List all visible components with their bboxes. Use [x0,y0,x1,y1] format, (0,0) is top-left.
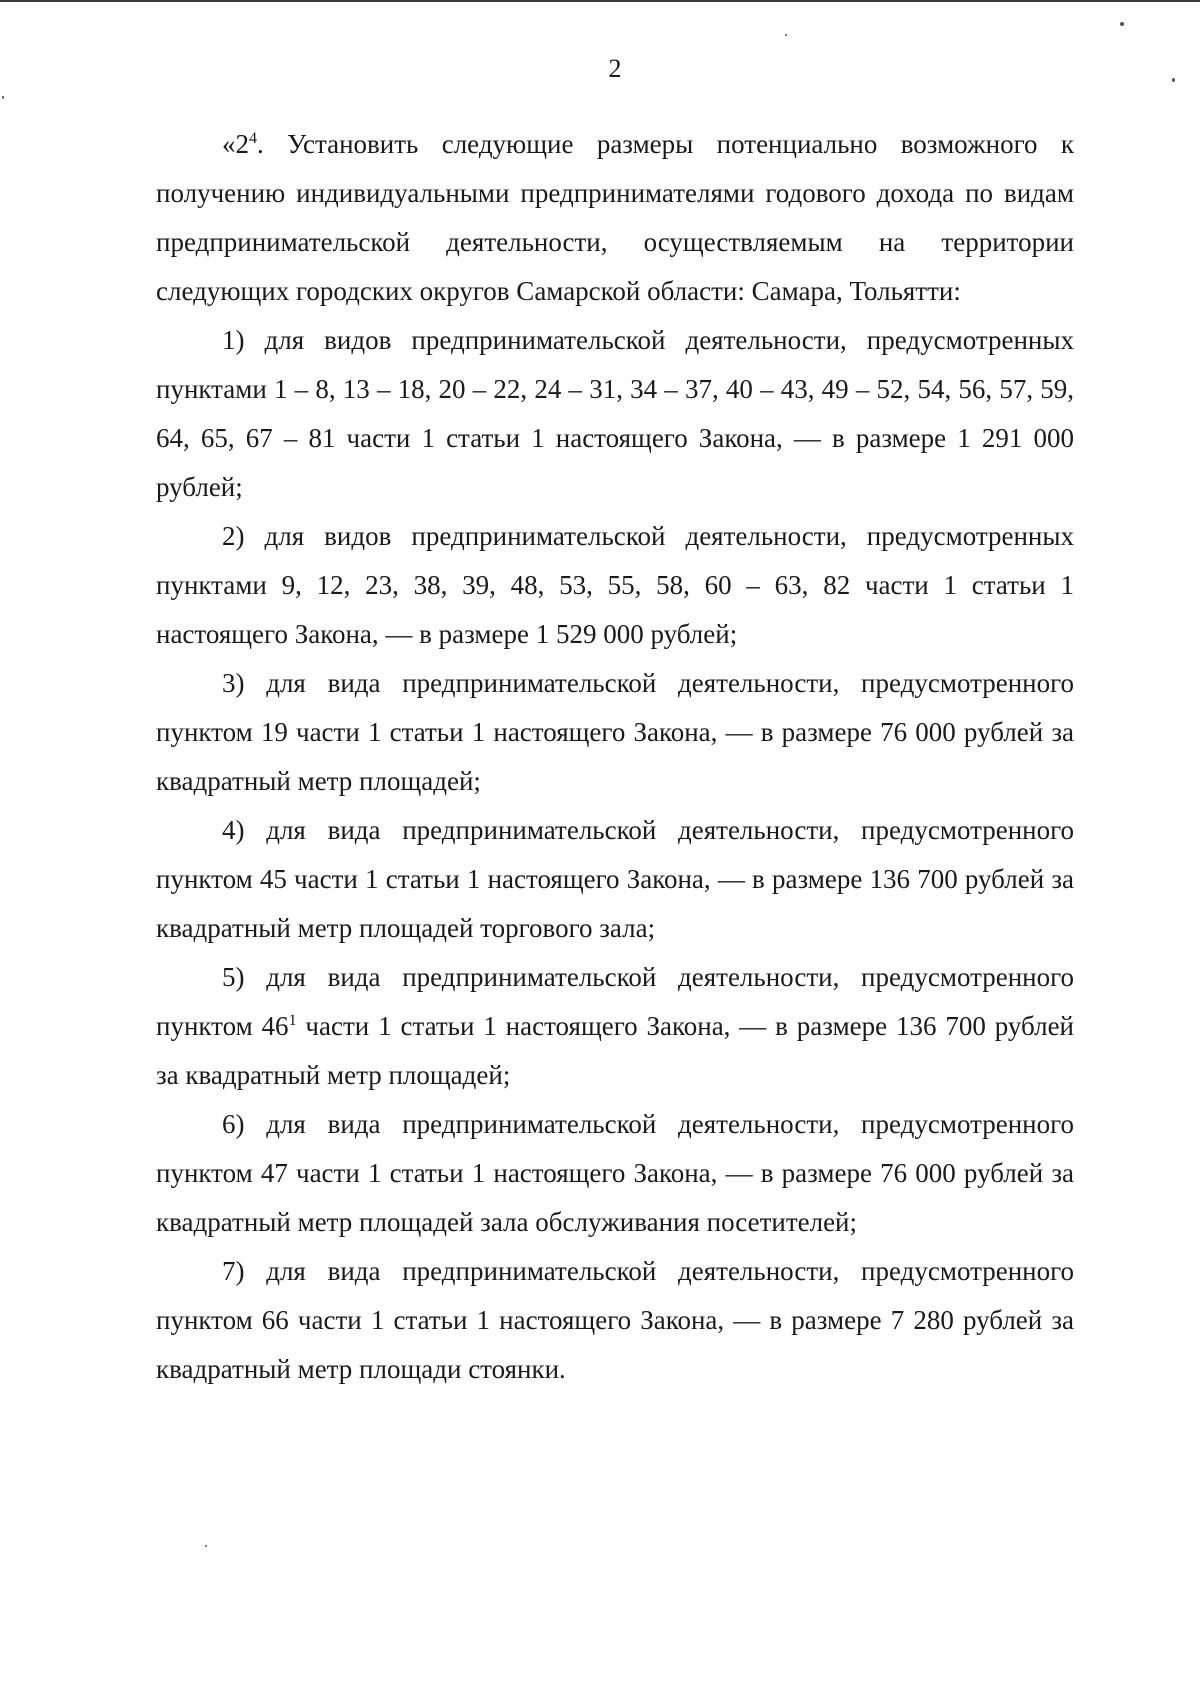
list-item-5 [156,953,1074,1100]
intro-paragraph [156,120,1074,316]
list-item-2-text: 2) для видов предпринимательской деятельности, предусмотренных пунктами 9, 12, 23, 38, 39, 48, 53, 55, 58, 60 – 63, 82 части 1 статьи 1 настоящего Закона, — в размере 1 529 000 рублей; [156,521,1074,649]
list-item-6-text: 6) для вида предпринимательской деятельности, предусмотренного пунктом 47 части 1 статьи 1 настоящего Закона, — в размере 76 000 рублей за квадратный метр площадей зала обслуживания посетителей; [156,1109,1074,1237]
intro-item-superscript: 4 [249,130,257,147]
list-item-1 [156,316,1074,512]
scan-speck [205,1545,207,1547]
scan-top-edge [0,0,1200,2]
intro-text: . Установить следующие размеры потенциально возможного к получению индивидуальными предпринимателями годового дохода по видам предпринимательской деятельности, осуществляемым на территории следующих городских округов Самарской области: Самара, Тольятти: [156,129,1074,306]
list-item-3-text: 3) для вида предпринимательской деятельности, предусмотренного пунктом 19 части 1 статьи 1 настоящего Закона, — в размере 76 000 рублей за квадратный метр площадей; [156,668,1074,796]
list-item-7 [156,1247,1074,1394]
open-quote: « [222,129,236,159]
scan-speck [1172,78,1175,82]
intro-item-number: 2 [235,129,249,159]
page-number: 2 [608,54,622,83]
list-item-4 [156,806,1074,953]
list-item-3 [156,659,1074,806]
list-item-1-text: 1) для видов предпринимательской деятельности, предусмотренных пунктами 1 – 8, 13 – 18, 20 – 22, 24 – 31, 34 – 37, 40 – 43, 49 – 52, 54, 56, 57, 59, 64, 65, 67 – 81 части 1 статьи 1 настоящего Закона, — в размере 1 291 000 рублей; [156,325,1074,502]
document-body [156,120,1074,1394]
list-item-5-text-before: 5) для вида предпринимательской деятельности, предусмотренного пунктом 46 [156,962,1074,1041]
list-item-7-text: 7) для вида предпринимательской деятельности, предусмотренного пунктом 66 части 1 статьи 1 настоящего Закона, — в размере 7 280 рублей за квадратный метр площади стоянки. [156,1256,1074,1384]
scan-speck [1120,22,1124,26]
list-item-5-text-after: части 1 статьи 1 настоящего Закона, — в размере 136 700 рублей за квадратный метр площадей; [156,1011,1074,1090]
scan-speck [785,34,787,36]
list-item-5-superscript: 1 [288,1012,297,1029]
list-item-4-text: 4) для вида предпринимательской деятельности, предусмотренного пунктом 45 части 1 статьи 1 настоящего Закона, — в размере 136 700 рублей за квадратный метр площадей торгового зала; [156,815,1074,943]
list-item-6 [156,1100,1074,1247]
scan-speck [2,96,4,99]
list-item-2 [156,512,1074,659]
